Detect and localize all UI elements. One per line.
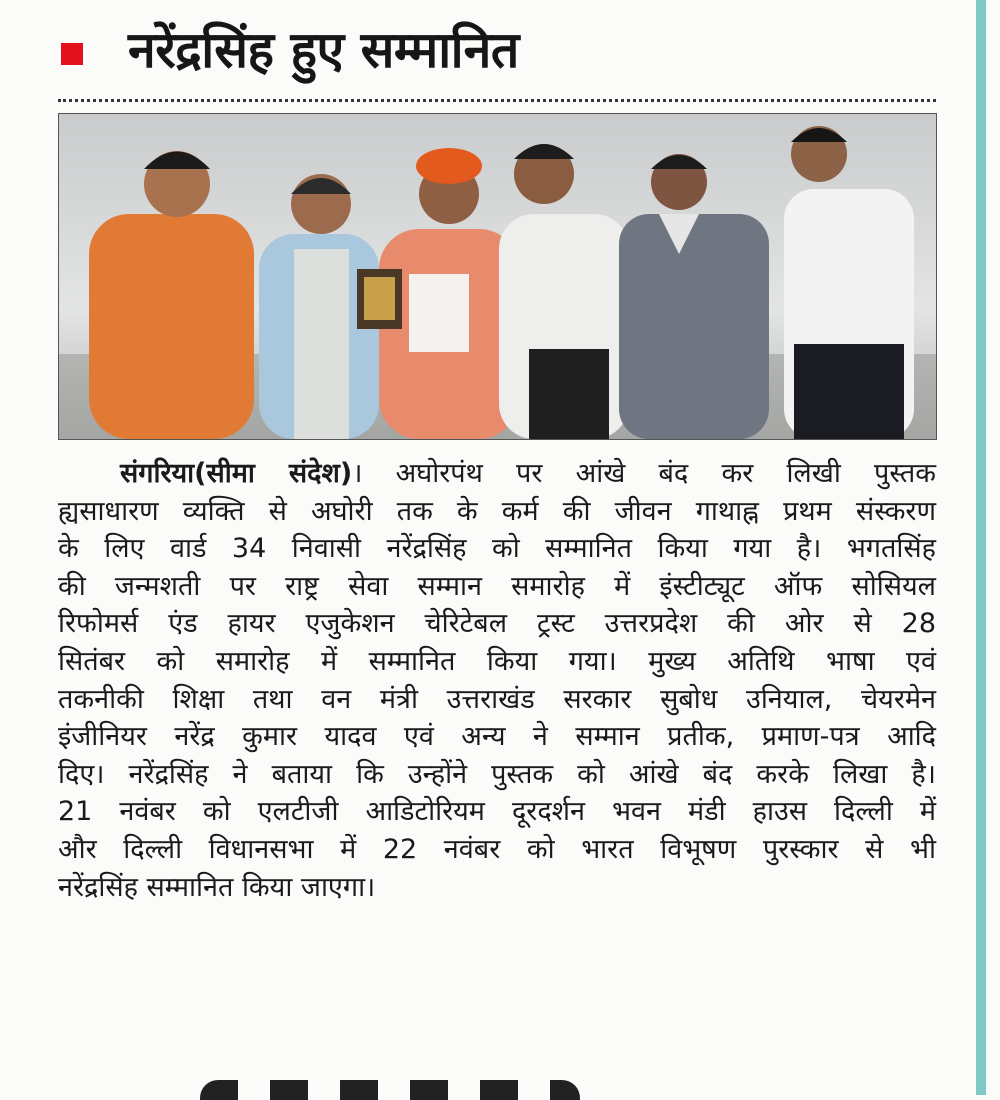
next-headline-cropped (200, 1080, 580, 1100)
news-photo (58, 113, 937, 440)
article-line-12: नरेंद्रसिंह सम्मानित किया जाएगा। (58, 871, 376, 903)
headline-bullet (61, 43, 83, 65)
article-body (58, 455, 936, 906)
article-line-8: इंजीनियर नरेंद्र कुमार यादव एवं अन्य ने सम्मान प्रतीक, प्रमाण-पत्र आदि (58, 721, 936, 753)
article-line-5: रिफोमर्स एंड हायर एजुकेशन चेरिटेबल ट्रस्ट उत्तरप्रदेश की ओर से 28 (58, 608, 936, 640)
article-line-4: की जन्मशती पर राष्ट्र सेवा सम्मान समारोह में इंस्टीट्यूट ऑफ सोसियल (58, 570, 936, 602)
article-line-2: ह्यसाधारण व्यक्ति से अघोरी तक के कर्म की जीवन गाथाह्न प्रथम संस्करण (58, 495, 936, 527)
article-line-10: 21 नवंबर को एलटीजी आडिटोरियम दूरदर्शन भवन मंडी हाउस दिल्ली में (58, 796, 936, 828)
article-line-9: दिए। नरेंद्रसिंह ने बताया कि उन्होंने पुस्तक को आंखे बंद करके लिखा है। (58, 758, 936, 790)
page-edge-rule (976, 0, 986, 1095)
article-line-11: और दिल्ली विधानसभा में 22 नवंबर को भारत विभूषण पुरस्कार से भी (58, 833, 936, 865)
page-title: नरेंद्रसिंह हुए सम्मानित (128, 21, 519, 79)
award-ceremony-photo (59, 114, 936, 439)
article-line-1: संगरिया(सीमा संदेश)। अघोरपंथ पर आंखे बंद कर लिखी पुस्तक (120, 458, 936, 489)
dateline: संगरिया(सीमा संदेश) (120, 458, 353, 489)
article-line-3: के लिए वार्ड 34 निवासी नरेंद्रसिंह को सम्मानित किया गया है। भगतसिंह (58, 533, 936, 565)
article-line-6: सितंबर को समारोह में सम्मानित किया गया। मुख्य अतिथि भाषा एवं (58, 645, 936, 677)
dotted-divider (58, 99, 936, 102)
article-line-7: तकनीकी शिक्षा तथा वन मंत्री उत्तराखंड सरकार सुबोध उनियाल, चेयरमेन (58, 683, 936, 715)
